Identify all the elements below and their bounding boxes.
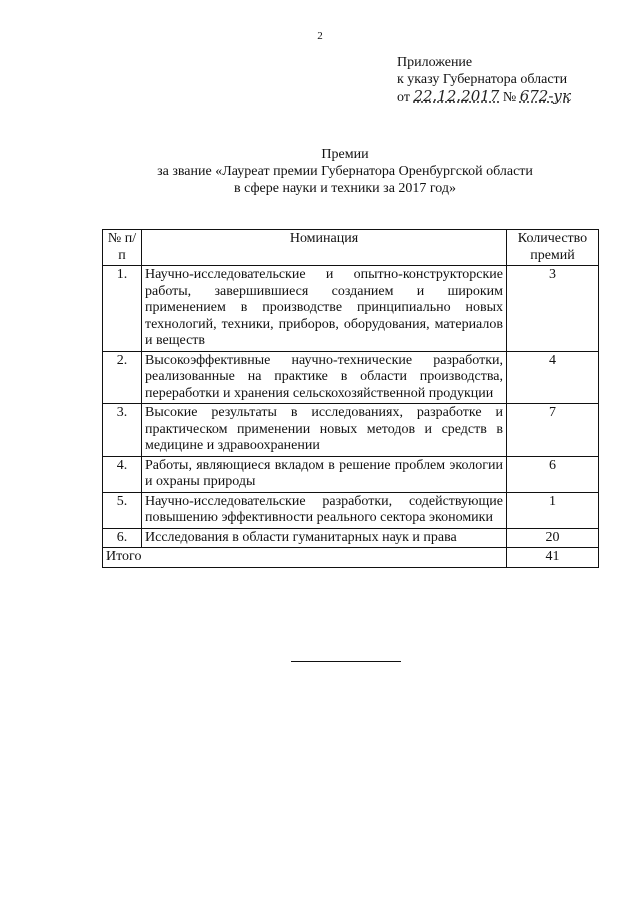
appendix-date-line <box>397 88 571 106</box>
table-row <box>103 404 599 457</box>
document-title <box>0 146 640 197</box>
row-nomination: Работы, являющиеся вкладом в решение проблем экологии и охраны природы <box>142 456 507 492</box>
handwritten-number: 672-ук <box>519 87 572 105</box>
header-nomination: Номинация <box>142 230 507 266</box>
number-sign: № <box>502 90 517 105</box>
appendix-header <box>397 54 571 106</box>
row-count: 3 <box>507 266 599 352</box>
row-nomination: Исследования в области гуманитарных наук и права <box>142 528 507 548</box>
appendix-decree: к указу Губернатора области <box>397 72 568 87</box>
row-num: 2. <box>103 351 142 404</box>
page-number: 2 <box>317 30 323 42</box>
total-label: Итого <box>103 548 507 568</box>
row-count: 6 <box>507 456 599 492</box>
table-row <box>103 528 599 548</box>
row-nomination: Высокоэффективные научно-технические разработки, реализованные на практике в области производства, переработки и хранения сельскохозяйственной продукции <box>142 351 507 404</box>
row-num: 1. <box>103 266 142 352</box>
title-line-2: за звание «Лауреат премии Губернатора Оренбургской области <box>157 164 533 179</box>
signature-line <box>291 661 401 662</box>
row-num: 4. <box>103 456 142 492</box>
row-count: 7 <box>507 404 599 457</box>
header-num: № п/п <box>103 230 142 266</box>
row-count: 4 <box>507 351 599 404</box>
date-prefix: от <box>397 90 410 105</box>
total-value: 41 <box>507 548 599 568</box>
table-total-row <box>103 548 599 568</box>
title-line-1: Премии <box>321 147 369 162</box>
row-nomination: Высокие результаты в исследованиях, разработке и практическом применении новых методов и средств в медицине и здравоохранении <box>142 404 507 457</box>
title-line-3: в сфере науки и техники за 2017 год» <box>233 181 457 196</box>
table-header-row <box>103 230 599 266</box>
row-num: 5. <box>103 492 142 528</box>
row-count: 20 <box>507 528 599 548</box>
row-num: 3. <box>103 404 142 457</box>
appendix-title: Приложение <box>397 55 473 70</box>
table-row <box>103 456 599 492</box>
handwritten-date: 22.12.2017 <box>413 87 500 105</box>
table-row <box>103 351 599 404</box>
row-count: 1 <box>507 492 599 528</box>
header-count: Количество премий <box>507 230 599 266</box>
row-nomination: Научно-исследовательские разработки, содействующие повышению эффективности реального сектора экономики <box>142 492 507 528</box>
row-nomination: Научно-исследовательские и опытно-конструкторские работы, завершившиеся созданием и широким применением в производстве принципиально новых технологий, техники, приборов, оборудования, материалов и веществ <box>142 266 507 352</box>
table-row <box>103 266 599 352</box>
table-row <box>103 492 599 528</box>
row-num: 6. <box>103 528 142 548</box>
awards-table <box>102 229 599 568</box>
